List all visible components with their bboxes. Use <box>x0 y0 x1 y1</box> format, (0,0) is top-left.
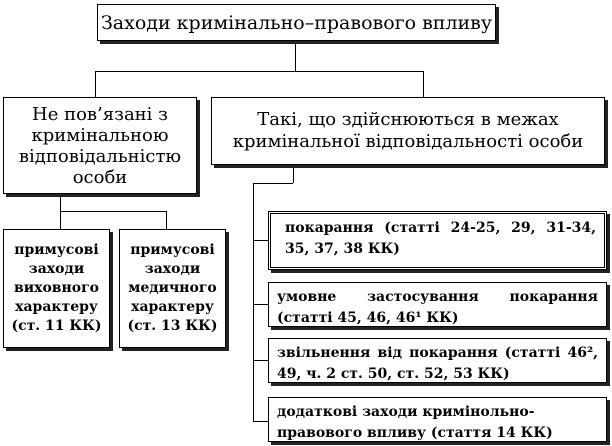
connector-left-horizontal <box>60 211 166 212</box>
punishment-line-1: покарання (статті 24-25, 29, 31-34, <box>285 220 596 236</box>
connector-top-horizontal <box>95 71 423 72</box>
additional-measures-node <box>268 397 607 442</box>
connector-to-right-branch <box>423 71 424 97</box>
additional-measures-line-1: додаткові заходи кримінольно- <box>277 404 535 420</box>
punishment-node <box>268 211 607 270</box>
connector-right-top <box>253 183 293 184</box>
conditional-punishment-node <box>268 282 607 327</box>
root-label: Заходи кримінально–правового впливу <box>100 11 493 34</box>
connector-left-down <box>60 194 61 211</box>
conditional-punishment-line-2: (статті 45, 46, 46¹ КК) <box>277 310 459 326</box>
connector-right-riser <box>293 165 294 183</box>
release-from-punishment-line-1: звільнення від покарання (статті 46², <box>277 345 598 361</box>
conditional-punishment-line-1: умовне застосування покарання <box>277 289 598 305</box>
connector-to-item-2 <box>253 304 268 305</box>
connector-to-edu <box>60 211 61 229</box>
educational-measures-node <box>3 229 110 348</box>
connector-root-down <box>295 41 296 71</box>
right-branch-node <box>211 97 605 165</box>
connector-to-item-3 <box>253 360 268 361</box>
connector-right-spine <box>253 183 254 422</box>
left-branch-node <box>3 97 197 194</box>
connector-to-left-branch <box>95 71 96 97</box>
right-branch-label: Такі, що здійснюються в межах кримінальної відповідальності особи <box>232 109 584 152</box>
left-branch-label: Не пов’язані з кримінальною відповідальністю особи <box>18 103 182 188</box>
connector-to-med <box>166 211 167 229</box>
connector-to-item-4 <box>253 421 268 422</box>
release-from-punishment-node <box>268 338 607 383</box>
release-from-punishment-line-2: 49, ч. 2 ст. 50, ст. 52, 53 КК) <box>277 366 510 382</box>
additional-measures-line-2: правового впливу (стаття 14 КК) <box>277 425 553 441</box>
medical-measures-label: примусові заходи медичного характеру (ст. 13 КК) <box>127 242 218 334</box>
connector-to-item-1 <box>253 240 268 241</box>
medical-measures-node <box>119 229 226 348</box>
educational-measures-label: примусові заходи виховного характеру (ст. 11 КК) <box>11 242 102 334</box>
root-node <box>97 4 496 41</box>
punishment-line-2: 35, 37, 38 КК) <box>285 241 400 257</box>
